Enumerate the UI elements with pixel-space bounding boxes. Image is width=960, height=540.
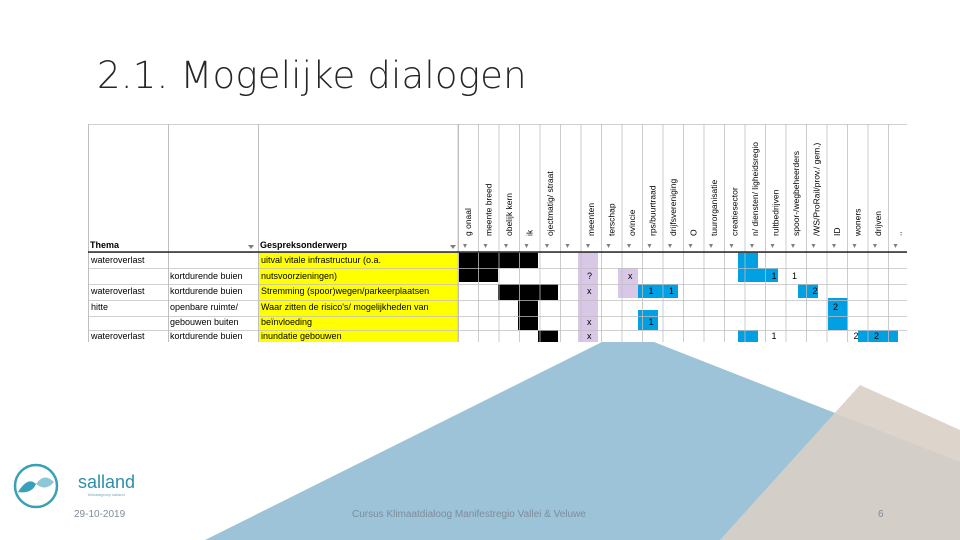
logo-subtitle: klimaatgroep salland (88, 492, 125, 497)
column-header-20: drijven (873, 210, 883, 236)
row-onderwerp-2: Stremming (spoor)wegen/parkeerplaatsen (261, 286, 430, 296)
column-header-6: meenten (586, 202, 596, 236)
cell-value-6: 1 (669, 286, 675, 296)
spreadsheet-excerpt (88, 124, 907, 342)
column-header-19: woners (852, 208, 863, 236)
cell-value-5: 1 (648, 286, 654, 296)
column-header-21: .. (893, 231, 904, 236)
cell-value-0: ? (587, 271, 593, 281)
column-header-4: ojectmatig/ straat (545, 171, 555, 236)
black-cell-2 (498, 284, 538, 300)
cell-value-4: x (587, 286, 592, 296)
column-header-0: g onaal (463, 208, 473, 236)
row-thema-3: hitte (91, 302, 109, 312)
header-thema: Thema (90, 240, 120, 250)
cell-value-1: x (628, 271, 633, 281)
column-header-2: obelijk kern (504, 193, 514, 236)
cell-value-11: x (587, 331, 592, 341)
blue-cell-2 (738, 252, 758, 282)
column-header-12: tuurorganisatie (709, 179, 719, 236)
row-thema-0: wateroverlast (91, 255, 145, 265)
page-number: 6 (878, 509, 884, 520)
row-onderwerp-1: nutsvoorzieningen) (261, 271, 338, 281)
column-header-9: rps/buurtraad (647, 185, 658, 236)
logo-circle-icon (15, 465, 57, 507)
footer-center-text: Cursus Klimaatdialoog Manifestregio Vallei & Veluwe (352, 509, 586, 520)
cell-value-3: 1 (792, 271, 798, 281)
row-thema-5: wateroverlast (91, 331, 145, 341)
black-cell-5 (538, 330, 558, 342)
spreadsheet-grid (88, 124, 907, 342)
column-header-3: ik (524, 229, 535, 236)
footer-date: 29-10-2019 (74, 509, 126, 520)
column-header-1: meente breed (483, 183, 494, 236)
cell-value-10: 2 (833, 302, 839, 312)
cell-value-2: 1 (771, 271, 777, 281)
row-thema-2: wateroverlast (91, 286, 145, 296)
cell-value-12: 1 (771, 331, 777, 341)
column-header-10: drijfsvereniging (668, 178, 678, 236)
column-header-7: terschap (606, 203, 617, 236)
logo-leaf2-icon (36, 477, 54, 487)
logo-text: salland (78, 472, 136, 492)
column-header-11: O (688, 229, 699, 236)
logo-leaf-icon (18, 481, 36, 492)
header-bg (88, 124, 907, 252)
black-cell-3 (518, 300, 538, 330)
onderwerp-yellow-block (258, 252, 458, 342)
row-sub-3: openbare ruimte/ (170, 302, 239, 312)
column-header-15: rultbedrijven (770, 189, 781, 236)
cell-value-9: 1 (648, 317, 654, 327)
row-sub-2: kortdurende buien (170, 286, 243, 296)
black-cell-1 (498, 252, 538, 268)
row-sub-5: kortdurende buien (170, 331, 243, 341)
black-cell-0 (458, 252, 498, 282)
cell-value-8: x (587, 317, 592, 327)
row-onderwerp-0: uitval vitale infrastructuur (o.a. (261, 255, 382, 265)
column-header-13: creatiesector (729, 187, 740, 236)
header-onderwerp: Gespreksonderwerp (260, 240, 348, 250)
black-cell-4 (538, 284, 558, 300)
column-header-14: n/ diensten/ ligheidsregio (750, 141, 760, 236)
column-header-18: ID (832, 227, 842, 236)
column-header-17: /WS/ProRail/prov./ gem.) (811, 142, 822, 236)
row-onderwerp-3: Waar zitten de risico's/ mogelijkheden van (261, 302, 429, 312)
slide-title: 2.1. Mogelijke dialogen (97, 54, 527, 97)
row-onderwerp-4: beïnvloeding (261, 317, 313, 327)
row-sub-4: gebouwen buiten (170, 317, 239, 327)
cell-value-7: 2 (812, 286, 818, 296)
row-sub-1: kortdurende buien (170, 271, 243, 281)
column-header-16: spoor-/wegbeheerders (791, 150, 801, 236)
cell-value-14: 2 (874, 331, 880, 341)
blue-cell-7 (738, 330, 758, 342)
column-header-8: ovincie (627, 209, 637, 236)
row-onderwerp-5: inundatie gebouwen (261, 331, 342, 341)
cell-value-13: 2 (853, 331, 859, 341)
